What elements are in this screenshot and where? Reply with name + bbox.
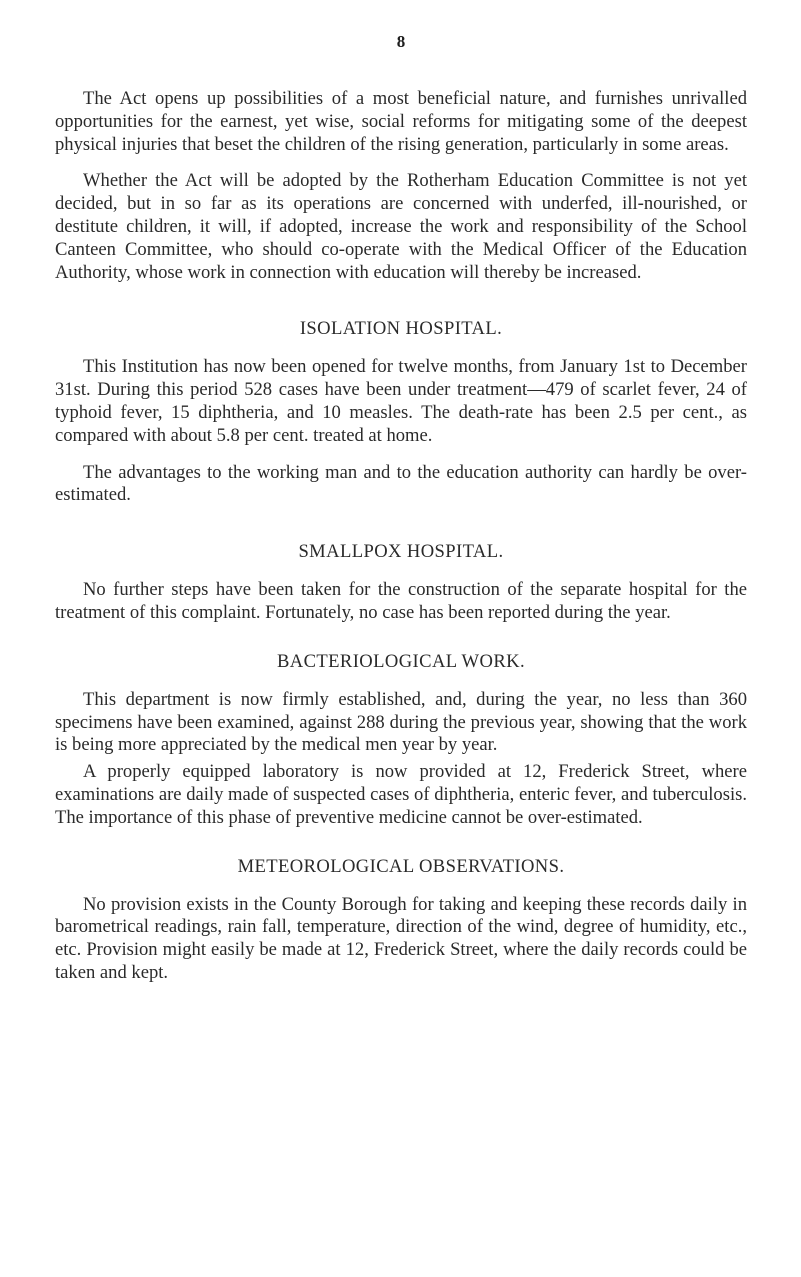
isolation-hospital-heading: ISOLATION HOSPITAL.	[299, 318, 503, 340]
intro-paragraph-1: The Act opens up possibilities of a most beneficial nature, and furnishes unrivalled opportunities for the earnest, yet wise, social reforms for mitigating some of the deepest physical injuries that beset the children of the rising generation, particularly in some areas.	[55, 88, 747, 155]
bacteriological-paragraph-1: This department is now firmly established, and, during the year, no less than 360 specimens have been examined, against 288 during the previous year, showing that the work is being more appreciated by the medical men year by year.	[55, 688, 747, 756]
isolation-paragraph-2: The advantages to the working man and to the education authority can hardly be over-estimated.	[55, 461, 747, 506]
document-page	[55, 32, 747, 985]
bacteriological-work-heading: BACTERIOLOGICAL WORK.	[276, 650, 526, 672]
page-number: 8	[396, 32, 406, 51]
isolation-paragraph-1: This Institution has now been opened for twelve months, from January 1st to December 31st. During this period 528 cases have been under treatment—479 of scarlet fever, 24 of typhoid fever, 15 diphtheria, and 10 measles. The death-rate has been 2.5 per cent., as compared with about 5.8 per cent. treated at home.	[55, 356, 747, 446]
smallpox-hospital-heading: SMALLPOX HOSPITAL.	[298, 541, 504, 563]
intro-paragraph-2: Whether the Act will be adopted by the Rotherham Education Committee is not yet decided, but in so far as its operations are concerned with underfed, ill-nourished, or destitute children, it will, if adopted, increase the work and responsibility of the School Canteen Committee, who should co-operate with the Medical Officer of the Education Authority, whose work in connection with education will thereby be increased.	[55, 170, 747, 283]
smallpox-paragraph-1: No further steps have been taken for the construction of the separate hospital for the treatment of this complaint. Fortunately, no case has been reported during the year.	[55, 579, 747, 623]
bacteriological-paragraph-2: A properly equipped laboratory is now provided at 12, Frederick Street, where examinations are daily made of suspected cases of diphtheria, enteric fever, and tuberculosis. The importance of this phase of preventive medicine cannot be over-estimated.	[55, 761, 747, 828]
meteorological-observations-heading: METEOROLOGICAL OBSERVATIONS.	[237, 855, 565, 877]
meteorological-paragraph-1: No provision exists in the County Borough for taking and keeping these records daily in barometrical readings, rain fall, temperature, direction of the wind, degree of humidity, etc., etc. Provision might easily be made at 12, Frederick Street, where the daily records could be taken and kept.	[55, 893, 747, 983]
